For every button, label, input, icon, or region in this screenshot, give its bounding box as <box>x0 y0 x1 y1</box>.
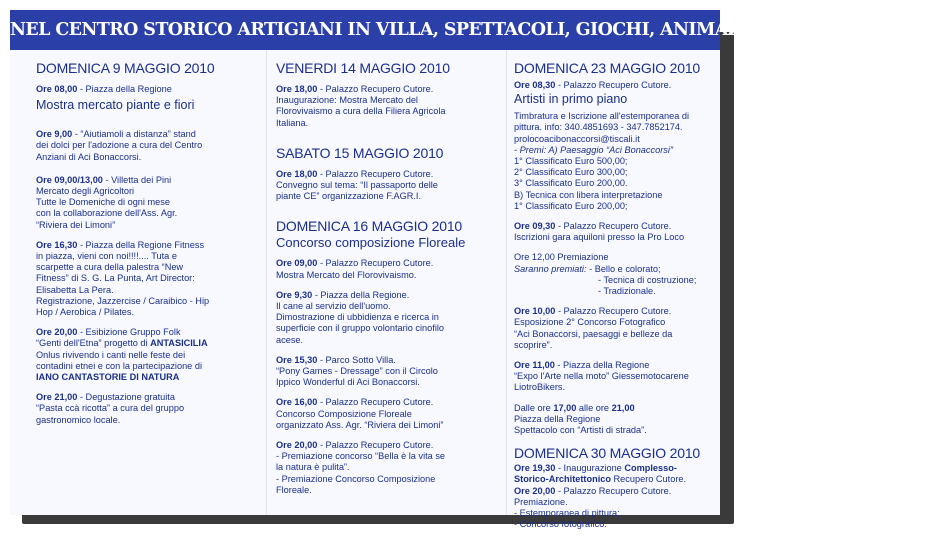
event-item <box>276 355 496 389</box>
event-text: Mostra Mercato del Florovivaismo. <box>276 269 417 280</box>
event-time: Ore 9,30 <box>276 289 313 300</box>
event-text: - “Aiutiamoli a distanza” stand <box>72 129 196 140</box>
event-text: organizzato Ass. Agr. “Riviera dei Limoni” <box>276 419 444 430</box>
organization-name: ANTASICILIA <box>150 338 208 349</box>
event-text: la natura è pulita”. <box>276 462 350 473</box>
event-text: - Tradizionale. <box>598 286 656 297</box>
event-time: Ore 20,00 <box>276 440 318 451</box>
event-text: in piazza, vieni con noi!!!!.... Tuta e <box>36 251 177 262</box>
event-text: acese. <box>276 334 304 345</box>
event-item <box>514 306 714 351</box>
event-text: 3° Classificato Euro 200,00. <box>514 178 628 189</box>
event-item <box>36 327 262 383</box>
event-item <box>36 392 262 426</box>
event-item <box>514 80 714 212</box>
event-text: - Piazza della Regione Fitness <box>77 239 205 250</box>
event-text: - Premi: A) Paesaggio “Aci Bonaccorsi” <box>514 144 673 155</box>
event-text: Timbratura e Iscrizione all'estemporanea di <box>514 111 690 122</box>
event-text: B) Tecnica con libera interpretazione <box>514 189 663 200</box>
event-text: Inaugurazione: Mostra Mercato del <box>276 95 418 106</box>
event-title: Artisti in primo piano <box>514 92 628 107</box>
event-text: Fitness” di S. G. La Punta, Art Director: <box>36 273 195 284</box>
event-item <box>276 258 496 280</box>
event-time: Ore 16,00 <box>276 397 318 408</box>
event-text: - Premiazione concorso “Bella è la vita se <box>276 451 446 462</box>
event-text: Esposizione 2° Concorso Fotografico <box>514 317 666 328</box>
event-text: LiotroBikers. <box>514 382 566 393</box>
event-time: Ore 11,00 <box>514 360 555 371</box>
event-text: dei dolci per l'adozione a cura del Centro <box>36 140 203 151</box>
event-text: - Esibizione Gruppo Folk <box>77 327 181 338</box>
event-text: Ore 12,00 Premiazione <box>514 252 609 263</box>
event-text: - Estemporanea di pittura; <box>514 508 620 519</box>
event-item <box>514 403 714 437</box>
event-text: Tutte le Domeniche di ogni mese <box>36 197 170 208</box>
event-text: scoprire”. <box>514 339 553 350</box>
event-text: - Palazzo Recupero Cutore. <box>317 258 434 269</box>
event-text: “Pony Games - Dressage” con il Circolo <box>276 366 438 377</box>
event-time: 17,00 <box>553 402 577 413</box>
event-text: “Genti dell'Etna” progetto di <box>36 338 151 349</box>
event-text: alle ore <box>576 402 612 413</box>
event-title: Concorso composizione Floreale <box>276 235 466 251</box>
event-text: Floreale. <box>276 484 312 495</box>
event-text: Hop / Aerobica / Pilates. <box>36 307 135 318</box>
event-item <box>514 360 714 394</box>
event-time: Ore 20,00 <box>514 485 556 496</box>
event-text: - Palazzo Recupero Cutore. <box>317 440 434 451</box>
event-text: contadini etnei e con la partecipazione di <box>36 360 202 371</box>
event-text: - Palazzo Recupero Cutore. <box>555 306 672 317</box>
event-item <box>514 221 714 243</box>
event-text: scarpette a cura della palestra “New <box>36 262 184 273</box>
event-time: Ore 9,00 <box>36 129 73 140</box>
event-item <box>514 486 714 531</box>
column-3 <box>514 58 714 540</box>
event-item <box>514 252 714 297</box>
email-text: prolocoacibonaccorsi@tiscali.it <box>514 133 640 144</box>
event-text: - Palazzo Recupero Cutore. <box>317 168 434 179</box>
event-text: Recupero Cutore. <box>610 474 687 485</box>
event-item <box>36 175 262 231</box>
event-time: Ore 09,00/13,00 <box>36 174 103 185</box>
event-text: pittura. info: 340.4851693 - 347.7852174. <box>514 122 683 133</box>
fold-line-left <box>266 50 267 515</box>
event-text: Convegno sul tema: “Il passaporto delle <box>276 180 438 191</box>
event-text: Saranno premiati: <box>514 263 587 274</box>
event-text: Registrazione, Jazzercise / Caraibico - Hip <box>36 295 210 306</box>
event-text: Storico-Architettonico <box>514 474 611 485</box>
event-text: Mercato degli Agricoltori <box>36 186 135 197</box>
event-text: Spettacolo con “Artisti di strada”. <box>514 425 647 436</box>
event-text: Dalle ore <box>514 402 554 413</box>
fold-line-right <box>506 50 507 515</box>
event-text: con la collaborazione dell'Ass. Agr. <box>36 208 178 219</box>
event-text: “Pasta ccà ricotta” a cura del gruppo <box>36 403 185 414</box>
event-text: - Villetta dei Pini <box>102 174 172 185</box>
column-1 <box>36 58 262 435</box>
event-time: 21,00 <box>611 402 635 413</box>
event-text: - Palazzo Recupero Cutore. <box>555 485 672 496</box>
event-time: Ore 09,30 <box>514 221 556 232</box>
event-text: - Premiazione Concorso Composizione <box>276 473 436 484</box>
event-text: - Bello e colorato; <box>586 263 661 274</box>
event-time: Ore 16,30 <box>36 239 78 250</box>
event-item <box>514 463 714 485</box>
event-text: - Palazzo Recupero Cutore. <box>555 221 672 232</box>
event-text: 2° Classificato Euro 300,00; <box>514 167 628 178</box>
event-time: Ore 10,00 <box>514 306 556 317</box>
event-time: Ore 08,30 <box>514 80 556 90</box>
event-text: “Riviera dei Limoni” <box>36 219 116 230</box>
day-heading: DOMENICA 16 MAGGIO 2010 <box>276 218 463 235</box>
event-item <box>276 169 496 203</box>
event-text: Onlus rivivendo i canti nelle feste dei <box>36 349 186 360</box>
event-text: - Palazzo Recupero Cutore. <box>555 80 672 90</box>
day-heading: VENERDI 14 MAGGIO 2010 <box>276 60 450 76</box>
event-text: Dimostrazione di ubbidienza e ricerca in <box>276 312 439 323</box>
event-item <box>36 84 262 113</box>
event-text: “Aci Bonaccorsi, paesaggi e belleze da <box>514 328 673 339</box>
event-text: - Palazzo Recupero Cutore. <box>317 84 434 94</box>
day-heading: DOMENICA 23 MAGGIO 2010 <box>514 60 701 76</box>
event-time: Ore 20,00 <box>36 327 78 338</box>
event-time: Ore 18,00 <box>276 168 318 179</box>
event-text: Premiazione. <box>514 496 568 507</box>
event-text: Ippico Wonderful di Aci Bonaccorsi. <box>276 377 420 388</box>
event-text: Il cane al servizio dell'uomo. <box>276 301 391 312</box>
event-text: 1° Classificato Euro 500,00; <box>514 156 628 167</box>
event-text: gastronomico locale. <box>36 414 121 425</box>
event-text: superficie con il gruppo volontario cinofilo <box>276 323 445 334</box>
event-text: Elisabetta La Pera. <box>36 284 114 295</box>
column-2 <box>276 58 496 505</box>
header-banner: NEL CENTRO STORICO ARTIGIANI IN VILLA, SPETTACOLI, GIOCHI, ANIMAZIONE, DEGUSTAZIONI <box>10 10 720 50</box>
event-text: - Palazzo Recupero Cutore. <box>317 397 434 408</box>
event-time: Ore 15,30 <box>276 354 318 365</box>
event-item <box>276 397 496 431</box>
event-text: Piazza della Regione <box>514 413 601 424</box>
event-time: Ore 19,30 <box>514 463 556 474</box>
event-text: - Piazza della Regione <box>554 360 650 371</box>
event-text: 1° Classificato Euro 200,00; <box>514 200 628 211</box>
event-item <box>276 290 496 346</box>
performer-name: IANO CANTASTORIE DI NATURA <box>36 372 180 383</box>
event-item <box>36 129 262 163</box>
event-text: Concorso Composizione Floreale <box>276 408 412 419</box>
event-text: - Concorso fotografico. <box>514 519 607 530</box>
event-text: Complesso- <box>624 463 677 474</box>
event-text: - Piazza della Regione <box>77 84 172 94</box>
event-item <box>36 240 262 318</box>
event-text: “Expo l'Arte nella moto” Giessemotocarene <box>514 371 689 382</box>
day-heading: DOMENICA 9 MAGGIO 2010 <box>36 60 215 76</box>
event-time: Ore 08,00 <box>36 84 78 94</box>
event-text: - Piazza della Regione. <box>312 289 410 300</box>
event-text: Iscrizioni gara aquiloni presso la Pro Loco <box>514 232 685 243</box>
day-heading: SABATO 15 MAGGIO 2010 <box>276 144 444 161</box>
event-item <box>276 84 496 129</box>
event-text: piante CE” organizzazione F.AGR.I. <box>276 191 422 202</box>
event-text: Italiana. <box>276 117 309 128</box>
event-text: Anziani di Aci Bonaccorsi. <box>36 151 142 162</box>
event-item <box>276 440 496 496</box>
event-text: - Inaugurazione <box>555 463 625 474</box>
day-heading: DOMENICA 30 MAGGIO 2010 <box>514 445 701 462</box>
event-text: - Tecnica di costruzione; <box>598 274 697 285</box>
event-text: - Parco Sotto Villa. <box>317 354 396 365</box>
event-title: Mostra mercato piante e fiori <box>36 98 195 113</box>
event-time: Ore 09,00 <box>276 258 318 269</box>
event-text: Florovivaismo a cura della Filiera Agricola <box>276 106 446 117</box>
event-time: Ore 21,00 <box>36 392 78 403</box>
event-time: Ore 18,00 <box>276 84 318 94</box>
event-text: - Degustazione gratuita <box>77 392 175 403</box>
